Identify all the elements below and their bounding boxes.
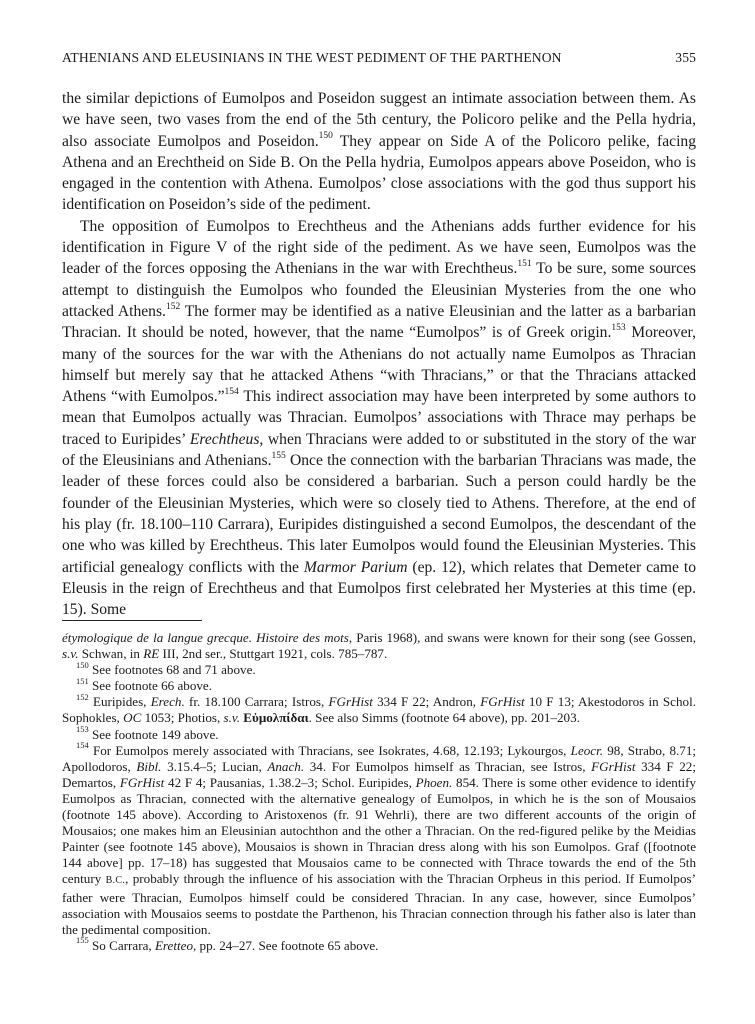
footnote-number: 155: [76, 935, 89, 946]
text-run: (ep. 12), which relates that Demeter came to Eleusis in the reign of Erechtheus and that Eumolpos first celebrated her Mysteries at this time (ep. 15). Some: [62, 558, 696, 619]
italic-title: Erechtheus: [189, 430, 260, 448]
text-run: For Eumolpos merely associated with Thracians, see Isokrates, 4.68, 12.193; Lykourgos,: [88, 742, 571, 758]
text-run: Euripides,: [88, 694, 151, 710]
text-run: 34. For Eumolpos himself as Thracian, see Istros,: [304, 758, 592, 774]
footnote-divider: [62, 620, 202, 621]
footnote-ref-155: 155: [271, 450, 286, 461]
page: [62, 0, 696, 1024]
text-run: 3.15.4–5; Lucian,: [161, 758, 268, 774]
text-run: So Carrara,: [88, 937, 155, 953]
italic-abbrev: s.v.: [62, 646, 79, 662]
text-run: Moreover, many of the sources for the war with the Athenians do not actually name Eumolpos as Thracian himself but merely say that he attacked Athens “with Thracians,” or that the Thracians attacked Athens “with Eumolpos.”: [62, 324, 696, 406]
footnote-continued: [62, 630, 696, 662]
page-number: 355: [675, 50, 696, 65]
footnote-number: 151: [76, 675, 89, 686]
italic-abbrev: FGrHist: [119, 774, 165, 790]
text-run: 334 F 22; Andron,: [372, 694, 481, 710]
footnotes: [62, 630, 696, 954]
text-run: See footnote 149 above.: [88, 726, 219, 742]
italic-abbrev: Erech.: [150, 694, 185, 710]
footnote-ref-151: 151: [517, 259, 532, 270]
italic-title: étymologique de la langue grecque. Histoire des mots: [62, 630, 349, 645]
text-run: The former may be identified as a native Eleusinian and the latter as a barbarian Thracian. It should be noted, however, that the name “Eumolpos” is of Greek origin.: [62, 302, 696, 342]
italic-abbrev: Bibl.: [136, 758, 162, 774]
italic-abbrev: Anach.: [267, 758, 305, 774]
text-run: 854. There is some other evidence to identify Eumolpos as Thracian, connected with the alternative genealogy of Eumolpos, in which he is the son of Mousaios (footnote 145 above). According to Aristoxenos (fr. 91 Wehrli), there are two different accounts of the origin of Mousaios; one makes him an Eleusinian autochthon and the other a Thracian. On the red-figured pelike by the Meidias Painter (see footnote 145 above), Mousaios is shown in Thracian dress along with his son Eumolpos. Graf ([footnote 144 above] pp. 17–18) has suggested that Mousaios came to be connected with Thrace towards the end of the 5th century: [62, 774, 697, 887]
text-run: The opposition of Eumolpos to Erechtheus and the Athenians adds further evidence for his identification in Figure V of the right side of the pediment. As we have seen, Eumolpos was the leader of the forces opposing the Athenians in the war with Erechtheus.: [62, 217, 696, 278]
footnote-150: [62, 659, 696, 678]
main-text: [62, 88, 696, 620]
text-run: , pp. 24–27. See footnote 65 above.: [193, 937, 379, 953]
text-run: . See also Simms (footnote 64 above), pp. 201–203.: [308, 710, 580, 726]
text-run: Once the connection with the barbarian Thracians was made, the leader of these forces could also be considered a barbarian. Such a person could hardly be the founder of the Eleusinian Mysteries, which were so closely tied to Athens. Therefore, at the end of his play (fr. 18.100–110 Carrara), Euripides distinguished a second Eumolpos, the descendant of the one who was killed by Erechtheus. This later Eumolpos would found the Eleusinian Mysteries. This artificial genealogy conflicts with the: [62, 452, 696, 576]
footnote-number: 150: [76, 659, 89, 670]
text-run: They appear on Side A of the Policoro pelike, facing Athena and an Erechtheid on Side B. On the Pella hydria, Eumolpos appears above Poseidon, who is engaged in the contention with Athena. Eumolpos’ close associations with the god thus support his identification on Poseidon’s side of the pediment.: [62, 132, 696, 214]
footnote-ref-154: 154: [224, 386, 239, 397]
footnote-153: [62, 724, 696, 743]
italic-abbrev: RE: [143, 646, 160, 662]
italic-abbrev: FGrHist: [480, 694, 525, 710]
text-run: 10 F 13; Akestodoros in Schol. Sophokles,: [62, 694, 696, 726]
italic-abbrev: Phoen.: [415, 774, 453, 790]
text-run: 42 F 4; Pausanias, 1.38.2–3; Schol. Euripides,: [164, 774, 416, 790]
footnote-number: 152: [76, 692, 89, 703]
italic-title: Eretteo: [154, 937, 193, 953]
italic-abbrev: OC: [123, 710, 142, 726]
text-run: the similar depictions of Eumolpos and Poseidon suggest an intimate association between them. As we have seen, two vases from the end of the 5th century, the Policoro pelike and the Pella hydria, also associate Eumolpos and Poseidon.: [62, 90, 696, 150]
italic-abbrev: Leocr.: [570, 742, 604, 758]
paragraph-2: [62, 216, 696, 621]
text-run: See footnote 66 above.: [88, 678, 213, 694]
text-run: , when Thracians were added to or substituted in the story of the war of the Eleusinians and Athenians.: [62, 430, 696, 470]
footnote-155: [62, 935, 696, 954]
italic-title: Marmor Parium: [303, 558, 408, 576]
italic-abbrev: FGrHist: [591, 758, 636, 774]
italic-abbrev: FGrHist: [328, 694, 373, 710]
text-run: , Paris 1968), and swans were known for their song (see Gossen,: [348, 630, 696, 645]
text-run: To be sure, some sources attempt to distinguish the Eumolpos who founded the Eleusinian Mysteries from the one who attacked Athens.: [62, 260, 696, 320]
italic-abbrev: s.v.: [223, 710, 241, 726]
text-run: This indirect association may have been interpreted by some authors to mean that Eumolpos actually was Thracian. Eumolpos’ associations with Thrace may perhaps be traced to Euripides’: [62, 388, 696, 448]
text-run: , probably through the influence of his association with the Thracian Orpheus in this period. If Eumolpos’ father were Thracian, Eumolpos himself could be considered Thracian. In any case, however, since Eumolpos’ association with Mousaios seems to postdate the Parthenon, his Thracian connection through his father also is later than the pedimental composition.: [62, 871, 696, 937]
footnote-number: 153: [76, 724, 89, 735]
greek-word: Εὐμολπίδαι: [243, 710, 309, 726]
footnote-ref-150: 150: [318, 131, 333, 142]
running-title: ATHENIANS AND ELEUSINIANS IN THE WEST PEDIMENT OF THE PARTHENON: [62, 50, 562, 65]
text-run: III, 2nd ser., Stuttgart 1921, cols. 785–787.: [159, 646, 388, 662]
footnote-152: [62, 694, 696, 726]
text-run: 98, Strabo, 8.71; Apollodoros,: [62, 742, 697, 774]
paragraph-1: [62, 88, 696, 216]
small-caps-era: B.C.: [105, 875, 126, 887]
footnote-number: 154: [76, 740, 89, 751]
text-run: Schwan, in: [78, 646, 144, 662]
text-run: See footnotes 68 and 71 above.: [88, 662, 256, 678]
footnote-151: [62, 675, 696, 694]
text-run: fr. 18.100 Carrara; Istros,: [184, 694, 329, 710]
text-run: 334 F 22; Demartos,: [62, 758, 696, 790]
footnote-ref-152: 152: [165, 301, 181, 312]
footnote-ref-153: 153: [611, 323, 626, 334]
running-header: [62, 50, 696, 70]
footnote-154: [62, 740, 697, 938]
text-run: 1053; Photios,: [141, 710, 224, 726]
